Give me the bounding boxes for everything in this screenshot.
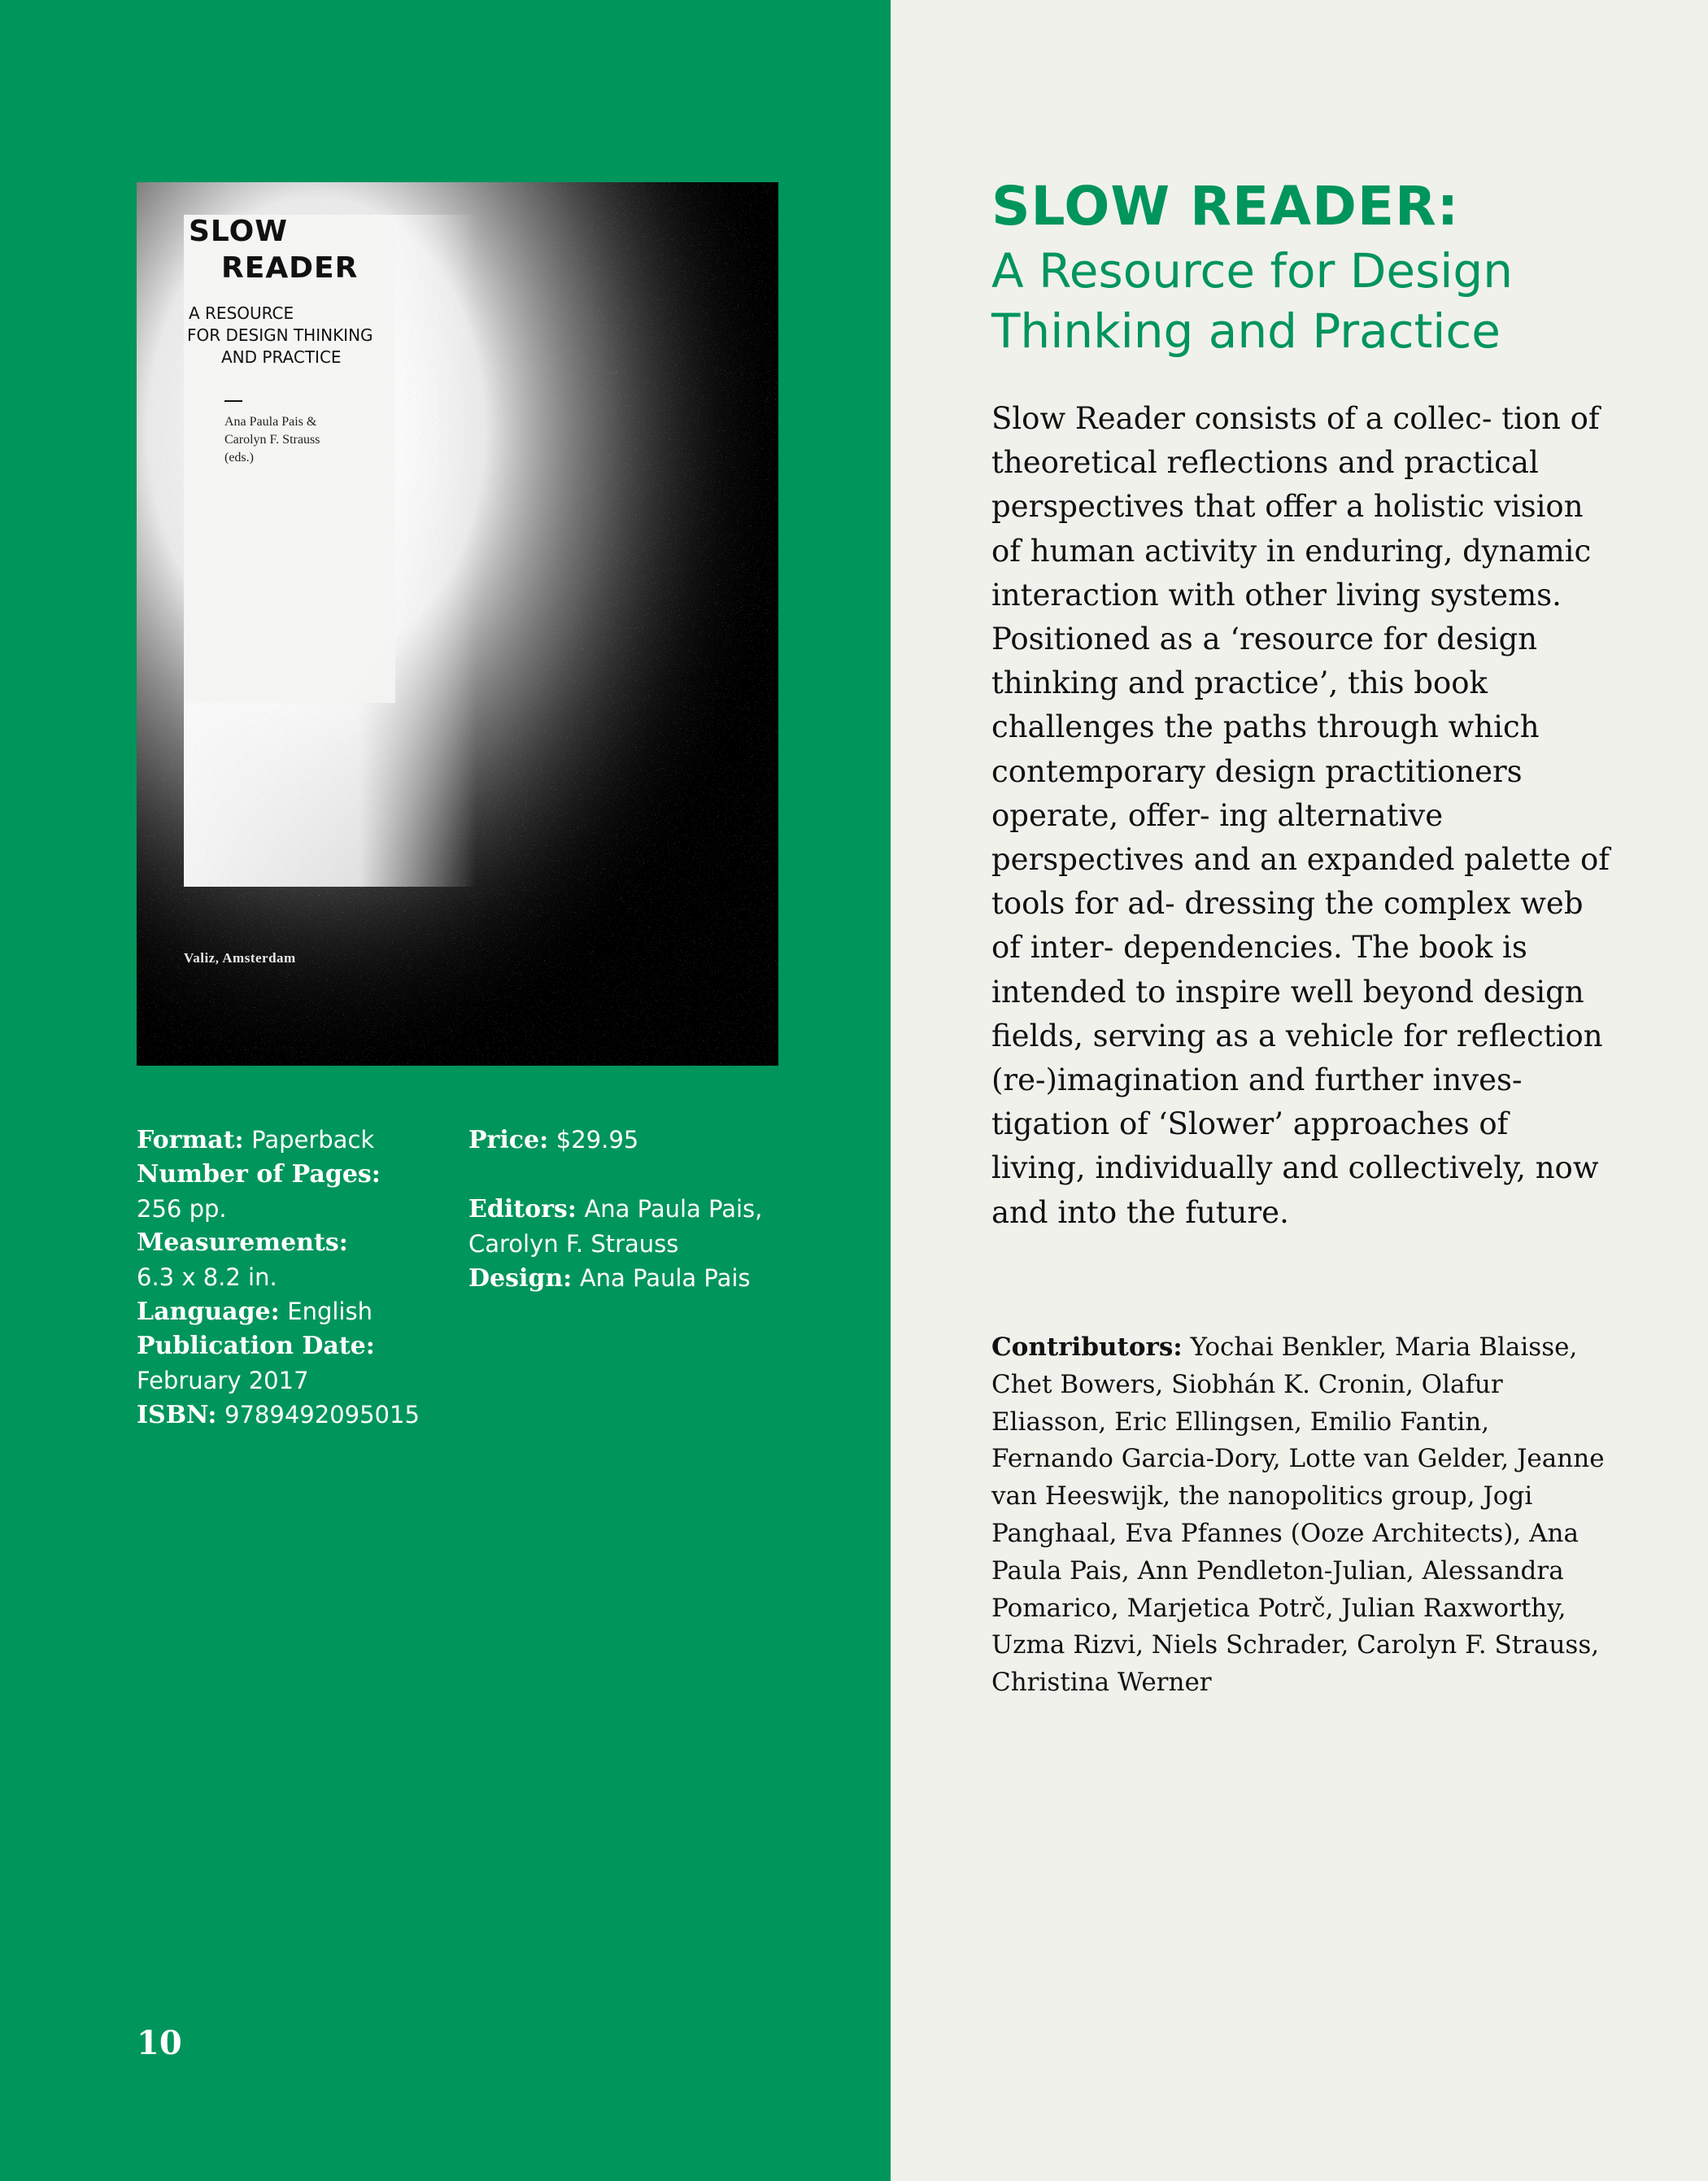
spec-format-label: Format: — [137, 1126, 244, 1154]
cover-title-line1: SLOW — [189, 215, 288, 248]
spec-measurements-label: Measurements: — [137, 1228, 348, 1257]
cover-editors — [224, 413, 320, 467]
spec-format-value: Paperback — [251, 1126, 375, 1154]
cover-title-line2: READER — [221, 251, 359, 285]
cover-subtitle-line3: AND PRACTICE — [221, 347, 342, 367]
spec-price — [468, 1123, 810, 1158]
cover-editors-line3: (eds.) — [224, 451, 254, 465]
spec-design — [468, 1261, 810, 1296]
cover-editors-line1: Ana Paula Pais & — [224, 415, 317, 429]
spec-isbn-value: 9789492095015 — [224, 1401, 420, 1429]
cover-subtitle-line2: FOR DESIGN THINKING — [187, 325, 373, 345]
spec-language-value: English — [287, 1298, 373, 1325]
spec-language-label: Language: — [137, 1298, 280, 1326]
cover-subtitle — [189, 303, 373, 369]
specs-column-left — [137, 1123, 446, 1433]
page-number: 10 — [137, 2024, 182, 2062]
spec-price-value: $29.95 — [556, 1126, 639, 1154]
spec-measurements-value: 6.3 x 8.2 in. — [137, 1263, 277, 1291]
spec-price-label: Price: — [468, 1126, 549, 1154]
spec-editors-value-line1: Ana Paula Pais, — [584, 1195, 763, 1223]
spec-design-label: Design: — [468, 1264, 573, 1293]
cover-publisher: Valiz, Amsterdam — [184, 950, 296, 966]
specs-column-right — [468, 1123, 810, 1296]
cover-subtitle-line1: A RESOURCE — [189, 303, 294, 323]
contributors-block — [991, 1329, 1610, 1702]
spec-editors-value-line2: Carolyn F. Strauss — [468, 1230, 679, 1258]
spec-pubdate-value: February 2017 — [137, 1367, 309, 1394]
cover-editors-line2: Carolyn F. Strauss — [224, 433, 320, 447]
spec-editors-label: Editors: — [468, 1195, 577, 1224]
book-cover-image — [137, 182, 778, 1066]
book-subtitle: A Resource for Design Thinking and Practice — [991, 243, 1513, 359]
spec-spacer — [468, 1158, 810, 1192]
book-description: Slow Reader consists of a collec- tion of theoretical reflections and practical perspectives that offer a holistic vision of human activity in enduring, dynamic interaction with other living systems. Positioned as a ‘resource for design thinking and practice’, this book challenges the paths through which contemporary design practitioners operate, offer- ing alternative perspectives and an expanded palette of tools for ad- dressing the complex web of inter- dependencies. The book is intended to inspire well beyond design fields, serving as a vehicle for reflection (re-)imagination and further inves- tigation of ‘Slower’ approaches of living, individually and collectively, now and into the future. — [991, 401, 1610, 1230]
contributors-label: Contributors: — [991, 1333, 1183, 1362]
spec-language — [137, 1294, 446, 1329]
contributors-list: Yochai Benkler, Maria Blaisse, Chet Bowers, Siobhán K. Cronin, Olafur Eliasson, Eric Ellingsen, Emilio Fantin, Fernando Garcia-Dory, Lotte van Gelder, Jeanne van Heeswijk, the nanopolitics group, Jogi Panghaal, Eva Pfannes (Ooze Architects), Ana Paula Pais, Ann Pendleton-Julian, Alessandra Pomarico, Marjetica Potrč, Julian Raxworthy, Uzma Rizvi, Niels Schrader, Carolyn F. Strauss, Christina Werner — [991, 1333, 1605, 1698]
spec-editors — [468, 1192, 810, 1227]
spec-design-value: Ana Paula Pais — [579, 1264, 751, 1292]
spec-pubdate-label: Publication Date: — [137, 1332, 375, 1360]
spec-isbn-label: ISBN: — [137, 1401, 217, 1429]
cover-divider — [224, 400, 242, 402]
spec-pages-label: Number of Pages: — [137, 1160, 381, 1189]
book-title: SLOW READER: — [991, 175, 1460, 238]
spec-pages-value: 256 pp. — [137, 1195, 227, 1223]
spec-format — [137, 1123, 446, 1158]
spec-isbn — [137, 1398, 446, 1433]
